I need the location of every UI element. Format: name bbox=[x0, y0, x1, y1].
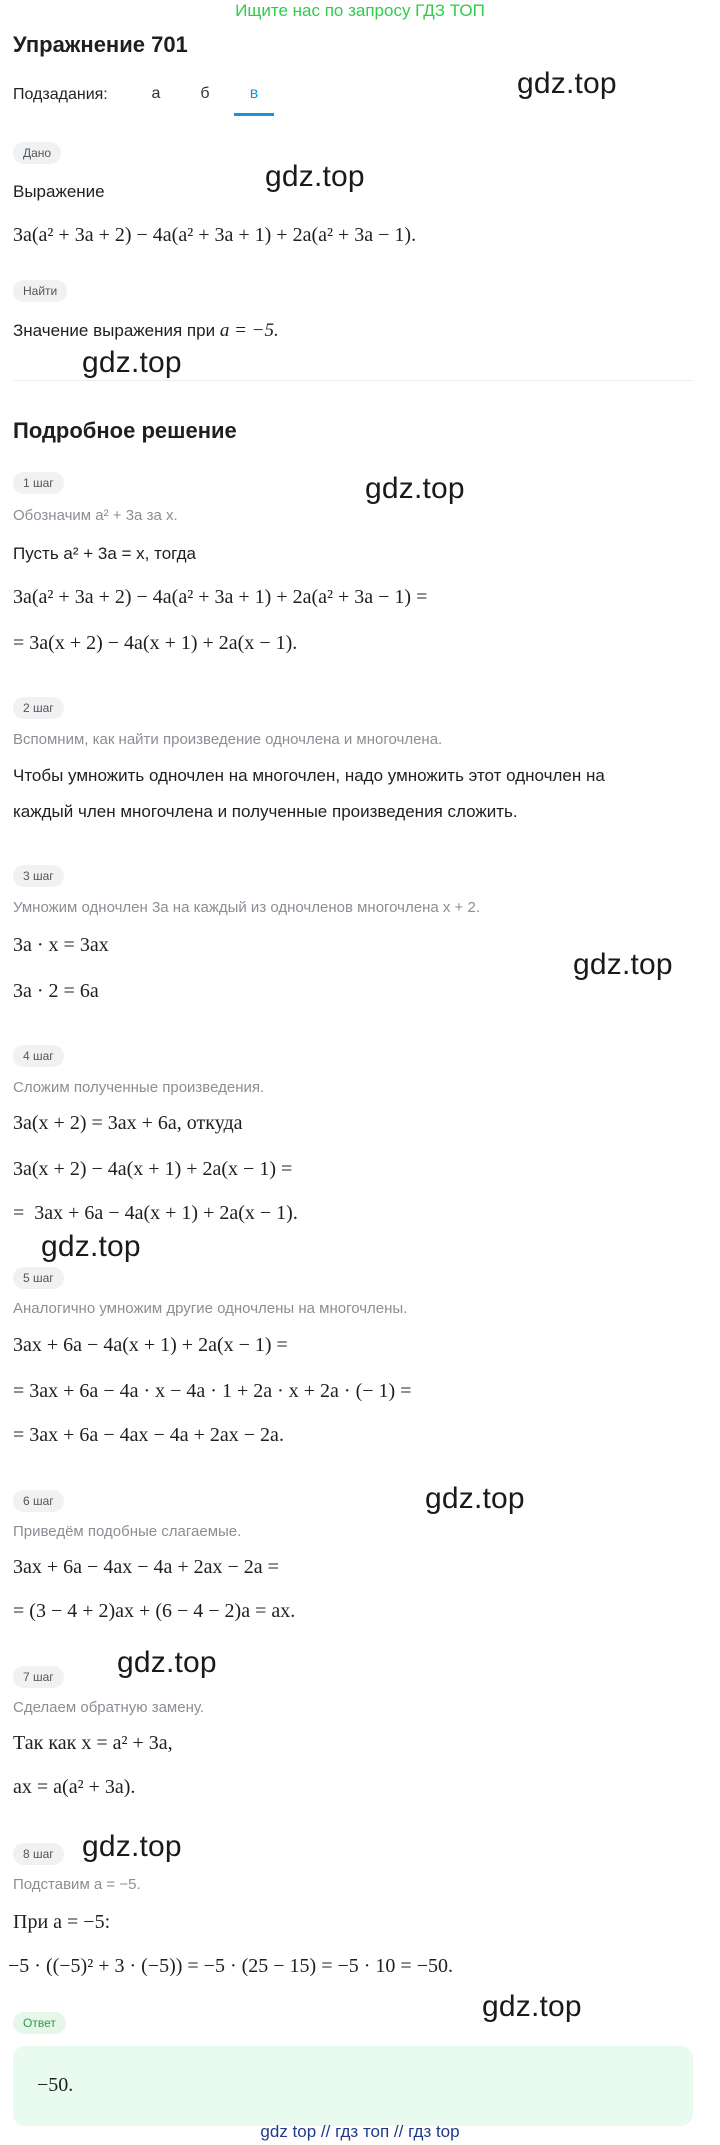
step-chip: 8 шаг bbox=[13, 1843, 64, 1865]
active-tab-indicator bbox=[234, 113, 274, 116]
given-label: Выражение bbox=[13, 182, 105, 201]
step-line: = (3 − 4 + 2)ax + (6 − 4 − 2)a = ax. bbox=[13, 1600, 296, 1622]
watermark: gdz.top bbox=[365, 472, 465, 505]
step-line: = 3ax + 6a − 4a · x − 4a · 1 + 2a · x + 2a · (− 1) = bbox=[13, 1380, 412, 1402]
step-line: Пусть a² + 3a = x, тогда bbox=[13, 544, 196, 563]
step-line: = 3ax + 6a − 4a(x + 1) + 2a(x − 1). bbox=[13, 1202, 298, 1224]
step-line: 3a(a² + 3a + 2) − 4a(a² + 3a + 1) + 2a(a² + 3a − 1) = bbox=[13, 586, 428, 608]
tab-a[interactable]: а bbox=[151, 85, 161, 102]
step-line: ax = a(a² + 3a). bbox=[13, 1776, 136, 1798]
step-line: −5 · ((−5)² + 3 · (−5)) = −5 · (25 − 15) = −5 · 10 = −50. bbox=[8, 1955, 453, 1977]
watermark: gdz.top bbox=[425, 1482, 525, 1515]
tab-v[interactable]: в bbox=[249, 85, 259, 102]
watermark: gdz.top bbox=[482, 1990, 582, 2023]
watermark: gdz.top bbox=[82, 346, 182, 379]
solution-title: Подробное решение bbox=[13, 418, 237, 443]
step-line: каждый член многочлена и полученные произведения сложить. bbox=[13, 802, 518, 821]
answer-value: −50. bbox=[37, 2074, 74, 2096]
step-chip: 7 шаг bbox=[13, 1666, 64, 1688]
tab-b[interactable]: б bbox=[200, 85, 210, 102]
watermark: gdz.top bbox=[117, 1646, 217, 1679]
given-expression: 3a(a² + 3a + 2) − 4a(a² + 3a + 1) + 2a(a² + 3a − 1). bbox=[13, 224, 417, 246]
watermark: gdz.top bbox=[573, 948, 673, 981]
step-hint: Аналогично умножим другие одночлены на многочлены. bbox=[13, 1300, 408, 1317]
watermark: gdz.top bbox=[82, 1830, 182, 1863]
answer-chip: Ответ bbox=[13, 2012, 66, 2034]
step-line: 3ax + 6a − 4a(x + 1) + 2a(x − 1) = bbox=[13, 1334, 288, 1356]
footer-links[interactable]: gdz top // гдз топ // гдз top bbox=[260, 2122, 460, 2141]
divider bbox=[13, 380, 693, 381]
step-chip: 1 шаг bbox=[13, 472, 64, 494]
step-line: Чтобы умножить одночлен на многочлен, надо умножить этот одночлен на bbox=[13, 766, 605, 785]
step-hint: Сложим полученные произведения. bbox=[13, 1079, 265, 1096]
step-line: = 3ax + 6a − 4ax − 4a + 2ax − 2a. bbox=[13, 1424, 284, 1446]
step-line: 3ax + 6a − 4ax − 4a + 2ax − 2a = bbox=[13, 1556, 279, 1578]
subtasks-label: Подзадания: bbox=[13, 86, 108, 103]
step-hint: Обозначим a² + 3a за x. bbox=[13, 507, 178, 524]
step-chip: 3 шаг bbox=[13, 865, 64, 887]
search-banner[interactable]: Ищите нас по запросу ГДЗ ТОП bbox=[235, 1, 485, 20]
step-line: Так как x = a² + 3a, bbox=[13, 1732, 173, 1754]
step-line: 3a(x + 2) = 3ax + 6a, откуда bbox=[13, 1112, 243, 1134]
step-hint: Подставим a = −5. bbox=[13, 1876, 141, 1893]
find-text: Значение выражения при bbox=[13, 321, 216, 340]
find-math: a = −5. bbox=[219, 320, 279, 341]
step-chip: 5 шаг bbox=[13, 1267, 64, 1289]
step-hint: Приведём подобные слагаемые. bbox=[13, 1523, 242, 1540]
step-chip: 4 шаг bbox=[13, 1045, 64, 1067]
given-chip: Дано bbox=[13, 142, 61, 164]
watermark: gdz.top bbox=[265, 160, 365, 193]
step-hint: Умножим одночлен 3a на каждый из одночленов многочлена x + 2. bbox=[13, 899, 480, 916]
step-chip: 6 шаг bbox=[13, 1490, 64, 1512]
step-line: 3a · 2 = 6a bbox=[13, 980, 99, 1002]
answer-box bbox=[13, 2046, 693, 2126]
step-line: 3a(x + 2) − 4a(x + 1) + 2a(x − 1) = bbox=[13, 1158, 293, 1180]
step-chip: 2 шаг bbox=[13, 697, 64, 719]
find-chip: Найти bbox=[13, 280, 67, 302]
step-hint: Вспомним, как найти произведение одночлена и многочлена. bbox=[13, 731, 443, 748]
step-line: = 3a(x + 2) − 4a(x + 1) + 2a(x − 1). bbox=[13, 632, 298, 654]
step-line: 3a · x = 3ax bbox=[13, 934, 109, 956]
watermark: gdz.top bbox=[41, 1230, 141, 1263]
page-title: Упражнение 701 bbox=[13, 32, 188, 57]
step-line: При a = −5: bbox=[13, 1911, 111, 1933]
step-hint: Сделаем обратную замену. bbox=[13, 1699, 205, 1716]
watermark: gdz.top bbox=[517, 67, 617, 100]
